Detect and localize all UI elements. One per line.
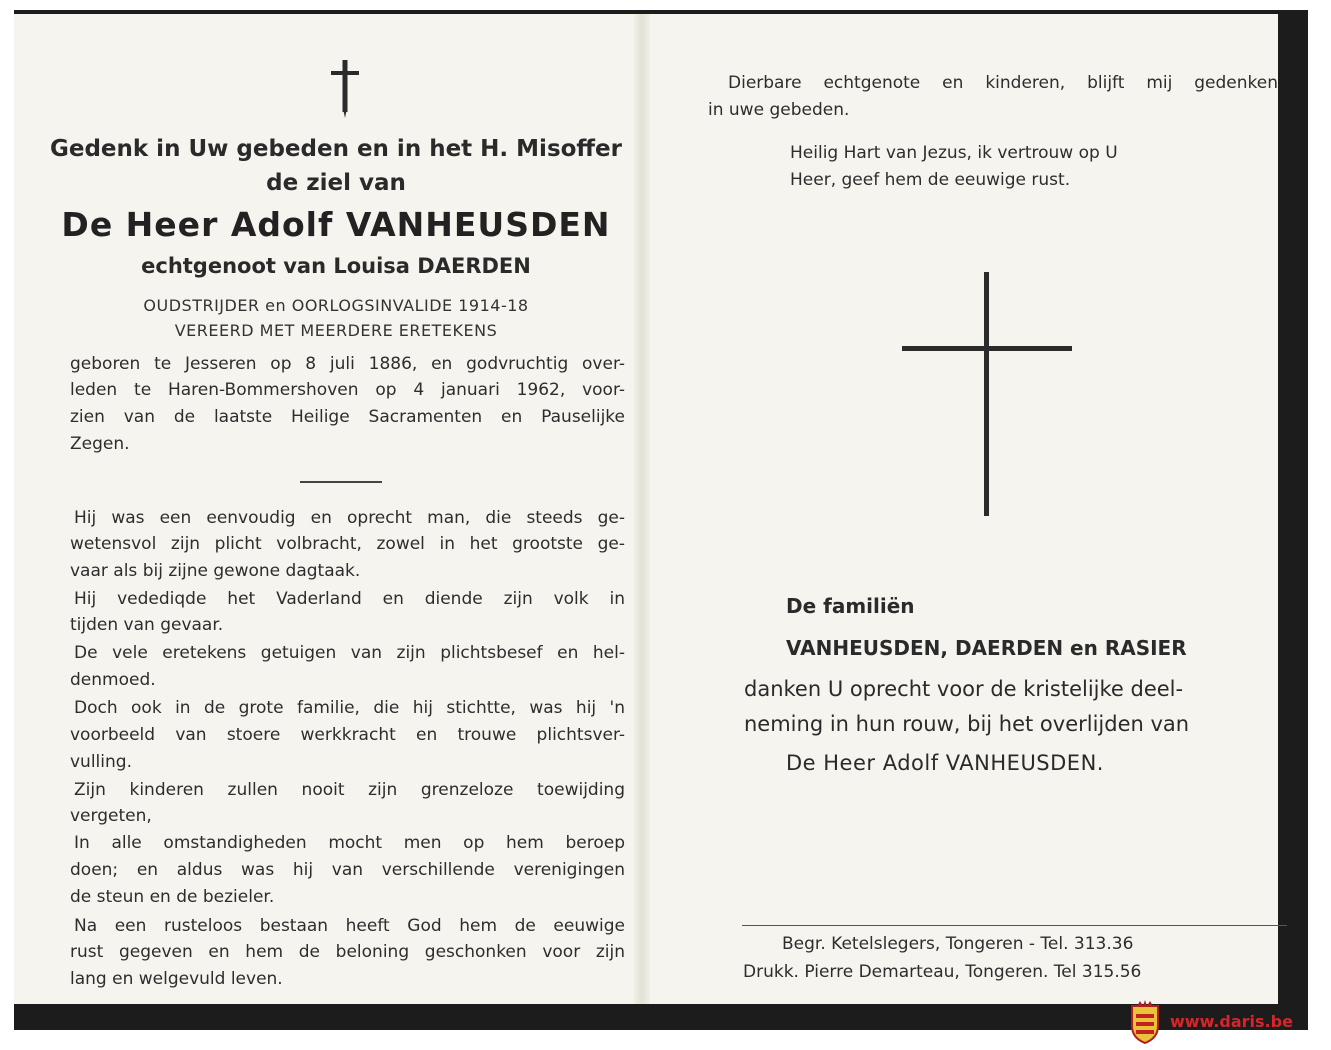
spouse-line: echtgenoot van Louisa DAERDEN bbox=[141, 254, 531, 278]
small-cross-icon bbox=[318, 58, 372, 120]
funeral-director-credit: Begr. Ketelslegers, Tongeren - Tel. 313.36 bbox=[782, 934, 1134, 954]
families-label: De familiën bbox=[786, 594, 915, 618]
tribute-line: tijden van gevaar. bbox=[70, 615, 224, 635]
family-names: VANHEUSDEN, DAERDEN en RASIER bbox=[786, 636, 1187, 660]
title-line-2: VEREERD MET MEERDERE ERETEKENS bbox=[174, 321, 498, 340]
tribute-line: vulling. bbox=[70, 752, 132, 772]
title-line-1: OUDSTRIJDER en OORLOGSINVALIDE 1914-18 bbox=[143, 296, 529, 315]
intro-line-1: Gedenk in Uw gebeden en in het H. Misoffer bbox=[49, 136, 623, 162]
tribute-line: vaar als bij zijne gewone dagtaak. bbox=[70, 561, 361, 581]
tribute-line: Hij vedediqde het Vaderland en diende zijn volk in bbox=[74, 589, 625, 609]
tribute-line: Hij was een eenvoudig en oprecht man, die steeds ge- bbox=[74, 508, 625, 528]
tribute-line: Zijn kinderen zullen nooit zijn grenzeloze toewijding bbox=[74, 780, 625, 800]
deceased-name: De Heer Adolf VANHEUSDEN bbox=[61, 205, 611, 244]
intro-line-2: de ziel van bbox=[266, 170, 406, 196]
tribute-line: voorbeeld van stoere werkkracht en trouwe plichtsver- bbox=[70, 725, 625, 745]
tribute-line: wetensvol zijn plicht volbracht, zowel in het grootste ge- bbox=[70, 534, 625, 554]
invocation-line: Heer, geef hem de eeuwige rust. bbox=[790, 170, 1071, 190]
tribute-line: rust gegeven en hem de beloning geschonken voor zijn bbox=[70, 942, 625, 962]
watermark-site[interactable]: www.daris.be bbox=[1170, 1012, 1293, 1031]
thanks-deceased-name: De Heer Adolf VANHEUSDEN. bbox=[786, 751, 1104, 775]
tribute-line: Na een rusteloos bestaan heeft God hem de eeuwige bbox=[74, 916, 625, 936]
bio-line: leden te Haren-Bommershoven op 4 januari 1962, voor- bbox=[70, 380, 625, 400]
divider bbox=[300, 481, 382, 483]
tribute-line: In alle omstandigheden mocht men op hem beroep bbox=[74, 833, 625, 853]
prayer-line: in uwe gebeden. bbox=[708, 100, 850, 120]
printer-credit: Drukk. Pierre Demarteau, Tongeren. Tel 315.56 bbox=[743, 962, 1142, 982]
card-fold bbox=[634, 14, 650, 1004]
credits-rule bbox=[742, 925, 1287, 926]
bio-line: geboren te Jesseren op 8 juli 1886, en godvruchtig over- bbox=[70, 354, 625, 374]
tribute-line: lang en welgevuld leven. bbox=[70, 969, 283, 989]
tribute-line: doen; en aldus was hij van verschillende verenigingen bbox=[70, 860, 625, 880]
crest-icon bbox=[1128, 1000, 1162, 1044]
invocation-line: Heilig Hart van Jezus, ik vertrouw op U bbox=[790, 143, 1118, 163]
tribute-line: De vele eretekens getuigen van zijn plichtsbesef en hel- bbox=[74, 643, 625, 663]
bio-line: zien van de laatste Heilige Sacramenten en Pauselijke bbox=[70, 407, 625, 427]
thanks-line: neming in hun rouw, bij het overlijden van bbox=[744, 712, 1190, 736]
thanks-line: danken U oprecht voor de kristelijke deel- bbox=[744, 677, 1184, 701]
tribute-line: Doch ook in de grote familie, die hij stichtte, was hij 'n bbox=[74, 698, 625, 718]
large-cross-icon bbox=[888, 270, 1084, 520]
prayer-line: Dierbare echtgenote en kinderen, blijft mij gedenken bbox=[728, 73, 1278, 93]
tribute-line: denmoed. bbox=[70, 670, 156, 690]
bio-line: Zegen. bbox=[70, 434, 130, 454]
tribute-line: de steun en de bezieler. bbox=[70, 887, 275, 907]
tribute-line: vergeten, bbox=[70, 806, 152, 826]
